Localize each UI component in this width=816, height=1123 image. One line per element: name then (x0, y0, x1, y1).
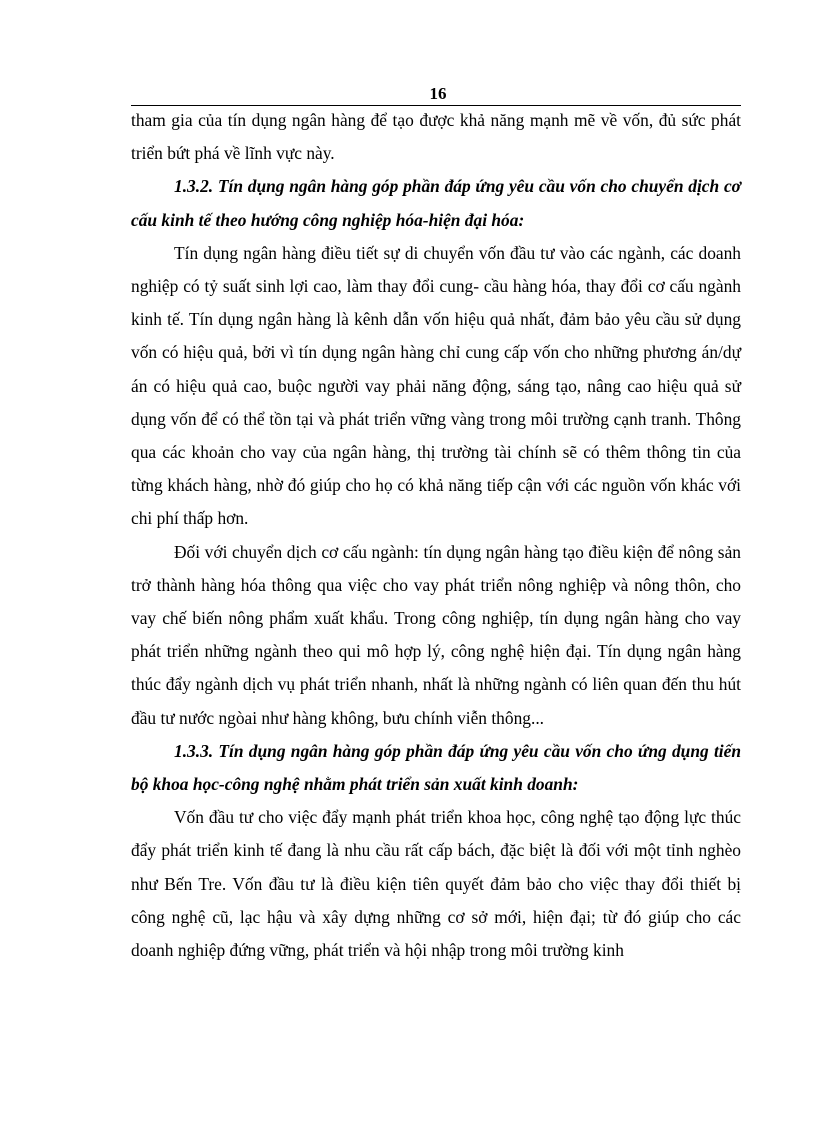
page-content (131, 104, 741, 967)
section-heading-1-3-3: 1.3.3. Tín dụng ngân hàng góp phần đáp ứng yêu cầu vốn cho ứng dụng tiến bộ khoa học-công nghệ nhằm phát triển sản xuất kinh doanh: (131, 740, 741, 795)
paragraph: Tín dụng ngân hàng điều tiết sự di chuyển vốn đầu tư vào các ngành, các doanh nghiệp có tỷ suất sinh lợi cao, làm thay đổi cung- cầu hàng hóa, thay đổi cơ cấu ngành kinh tế. Tín dụng ngân hàng là kênh dẫn vốn hiệu quả nhất, đảm bảo yêu cầu sử dụng vốn có hiệu quả, bởi vì tín dụng ngân hàng chỉ cung cấp vốn cho những phương án/dự án có hiệu quả cao, buộc người vay phải năng động, sáng tạo, nâng cao hiệu quả sử dụng vốn để có thể tồn tại và phát triển vững vàng trong môi trường cạnh tranh. Thông qua các khoản cho vay của ngân hàng, thị trường tài chính sẽ có thêm thông tin của từng khách hàng, nhờ đó giúp cho họ có khả năng tiếp cận với các nguồn vốn khác với chi phí thấp hơn. (131, 242, 741, 529)
section-heading-1-3-2: 1.3.2. Tín dụng ngân hàng góp phần đáp ứng yêu cầu vốn cho chuyển dịch cơ cấu kinh tế theo hướng công nghiệp hóa-hiện đại hóa: (131, 176, 741, 230)
paragraph: Đối với chuyển dịch cơ cấu ngành: tín dụng ngân hàng tạo điều kiện để nông sản trở thành hàng hóa thông qua việc cho vay phát triển nông nghiệp và nông thôn, cho vay chế biến nông phẩm xuất khẩu. Trong công nghiệp, tín dụng ngân hàng cho vay phát triển những ngành theo qui mô hợp lý, công nghệ hiện đại. Tín dụng ngân hàng thúc đẩy ngành dịch vụ phát triển nhanh, nhất là những ngành có liên quan đến thu hút đầu tư nước ngòai như hàng không, bưu chính viễn thông... (131, 541, 741, 728)
paragraph: Vốn đầu tư cho việc đẩy mạnh phát triển khoa học, công nghệ tạo động lực thúc đẩy phát triển kinh tế đang là nhu cầu rất cấp bách, đặc biệt là đối với một tỉnh nghèo như Bến Tre. Vốn đầu tư là điều kiện tiên quyết đảm bảo cho việc thay đổi thiết bị công nghệ cũ, lạc hậu và xây dựng những cơ sở mới, hiện đại; từ đó giúp cho các doanh nghiệp đứng vững, phát triển và hội nhập trong môi trường kinh (131, 807, 741, 961)
paragraph-continuation: tham gia của tín dụng ngân hàng để tạo được khả năng mạnh mẽ về vốn, đủ sức phát triển bứt phá về lĩnh vực này. (131, 110, 741, 164)
page-number: 16 (429, 84, 447, 103)
